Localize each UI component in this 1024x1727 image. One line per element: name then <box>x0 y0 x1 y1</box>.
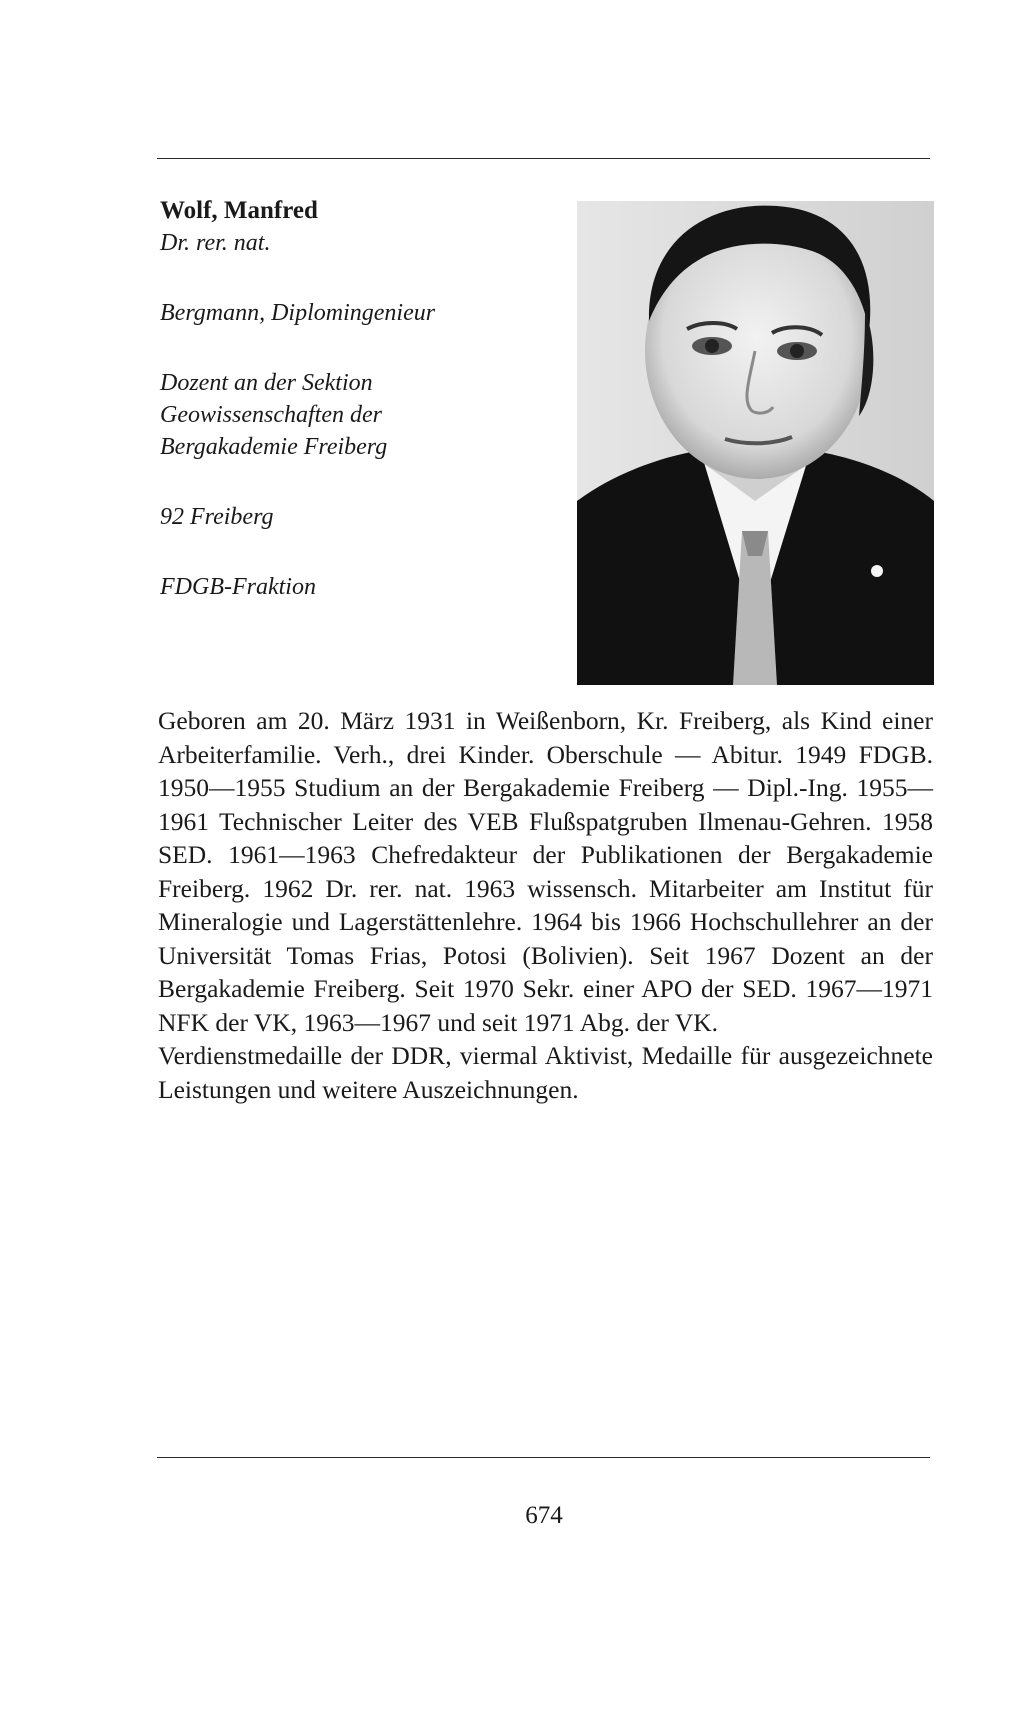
position-line: Dozent an der Sektion <box>160 370 373 396</box>
position <box>160 367 560 463</box>
page-number: 674 <box>525 1502 563 1529</box>
portrait-photo <box>577 201 934 685</box>
person-name: Wolf, Manfred <box>160 197 318 224</box>
academic-title: Dr. rer. nat. <box>160 230 271 256</box>
position-line: Geowissenschaften der <box>160 402 382 428</box>
awards-paragraph: Verdienstmedaille der DDR, viermal Aktivist, Medaille für ausgezeichnete Leistungen und weitere Auszeichnungen. <box>158 1041 933 1104</box>
location: 92 Freiberg <box>160 504 274 530</box>
portrait-image <box>577 201 934 685</box>
profession: Bergmann, Diplomingenieur <box>160 300 436 326</box>
biography-text <box>158 704 933 1106</box>
position-line: Bergakademie Freiberg <box>160 434 388 460</box>
faction: FDGB-Fraktion <box>160 574 316 600</box>
bottom-rule <box>157 1457 930 1458</box>
biography-paragraph: Geboren am 20. März 1931 in Weißenborn, Kr. Freiberg, als Kind einer Arbeiterfamilie. Verh., drei Kinder. Oberschule — Abitur. 1949 FDGB. 1950—1955 Studium an der Bergakademie Freiberg — Dipl.-Ing. 1955—1961 Technischer Leiter des VEB Flußspatgruben Ilmenau-Gehren. 1958 SED. 1961—1963 Chefredakteur der Publikationen der Bergakademie Freiberg. 1962 Dr. rer. nat. 1963 wissensch. Mitarbeiter am Institut für Mineralogie und Lagerstättenlehre. 1964 bis 1966 Hochschullehrer an der Universität Tomas Frias, Potosi (Bolivien). Seit 1967 Dozent an der Bergakademie Freiberg. Seit 1970 Sekr. einer APO der SED. 1967—1971 NFK der VK, 1963—1967 und seit 1971 Abg. der VK. <box>158 706 933 1037</box>
top-rule <box>157 158 930 159</box>
entry-header <box>160 195 560 603</box>
